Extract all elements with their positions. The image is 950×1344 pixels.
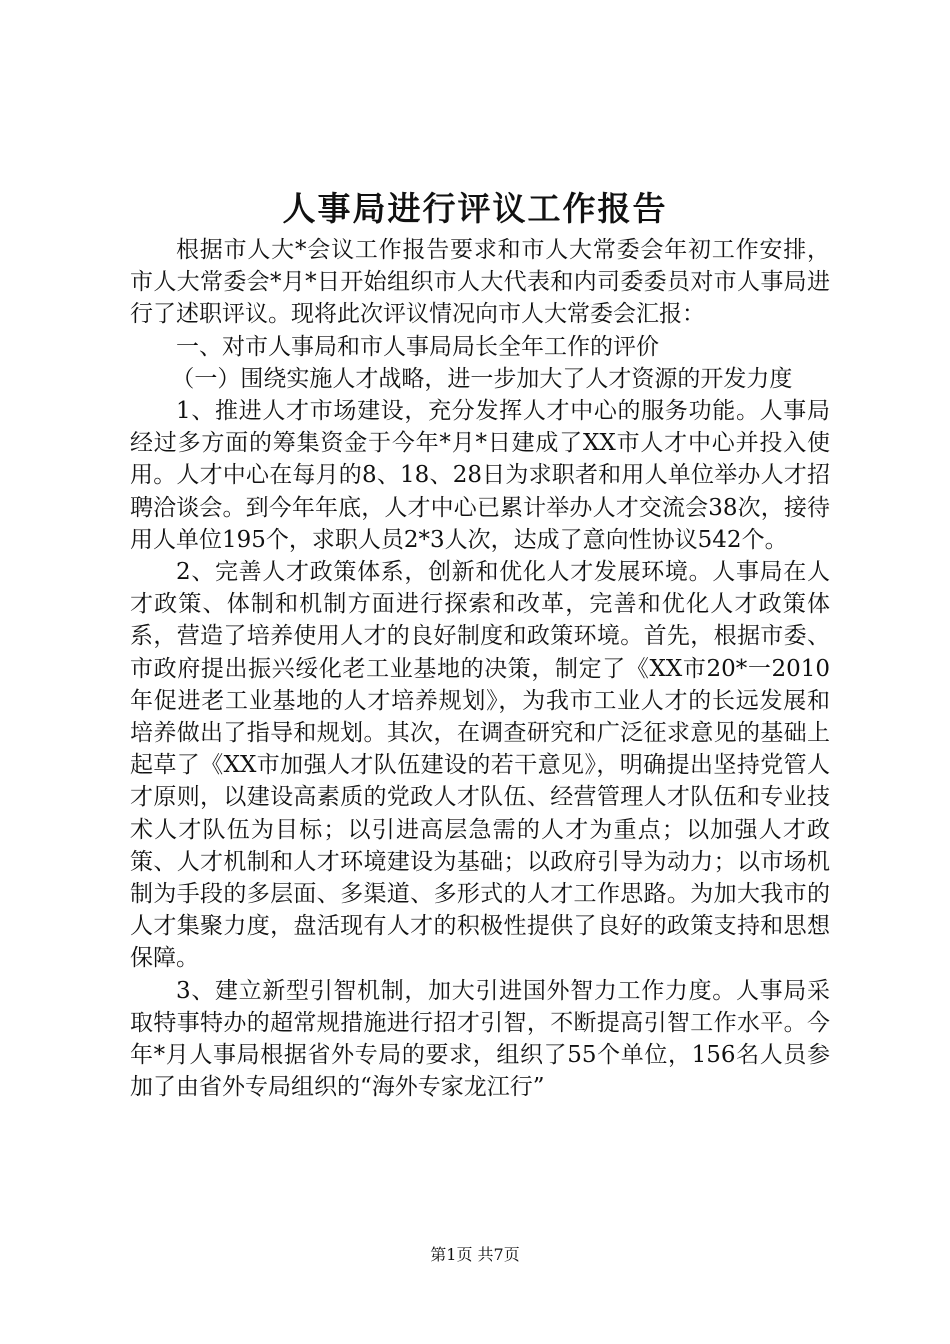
page-footer: 第1页 共7页 bbox=[430, 1245, 520, 1264]
subsection-heading: （一）围绕实施人才战略，进一步加大了人才资源的开发力度 bbox=[171, 365, 793, 392]
paragraph-intro: 根据市人大*会议工作报告要求和市人大常委会年初工作安排，市人大常委会*月*日开始组织市人大代表和内司委委员对市人事局进行了述职评议。现将此次评议情况向市人大常委会汇报： bbox=[130, 237, 830, 328]
paragraph-item-3: 3、建立新型引智机制，加大引进国外智力工作力度。人事局采取特事特办的超常规措施进行招才引智，不断提高引智工作水平。今年*月人事局根据省外专局的要求，组织了55个单位，156名人员参加了由省外专局组织的“海外专家龙江行” bbox=[130, 977, 830, 1101]
document-title: 人事局进行评议工作报告 bbox=[282, 189, 668, 228]
document-body bbox=[130, 234, 830, 1103]
section-heading: 一、对市人事局和市人事局局长全年工作的评价 bbox=[176, 333, 659, 360]
paragraph-item-1: 1、推进人才市场建设，充分发挥人才中心的服务功能。人事局经过多方面的筹集资金于今年*月*日建成了XX市人才中心并投入使用。人才中心在每月的8、18、28日为求职者和用人单位举办人才招聘洽谈会。到今年年底，人才中心已累计举办人才交流会38次，接待用人单位195个，求职人员2*3人次，达成了意向性协议542个。 bbox=[130, 398, 830, 553]
paragraph-item-2: 2、完善人才政策体系，创新和优化人才发展环境。人事局在人才政策、体制和机制方面进行探索和改革，完善和优化人才政策体系，营造了培养使用人才的良好制度和政策环境。首先，根据市委、市政府提出振兴绥化老工业基地的决策，制定了《XX市20*一2010年促进老工业基地的人才培养规划》，为我市工业人才的长远发展和培养做出了指导和规划。其次，在调查研究和广泛征求意见的基础上起草了《XX市加强人才队伍建设的若干意见》，明确提出坚持党管人才原则，以建设高素质的党政人才队伍、经营管理人才队伍和专业技术人才队伍为目标；以引进高层急需的人才为重点；以加强人才政策、人才机制和人才环境建设为基础；以政府引导为动力；以市场机制为手段的多层面、多渠道、多形式的人才工作思路。为加大我市的人才集聚力度，盘活现有人才的积极性提供了良好的政策支持和思想保障。 bbox=[130, 559, 830, 972]
